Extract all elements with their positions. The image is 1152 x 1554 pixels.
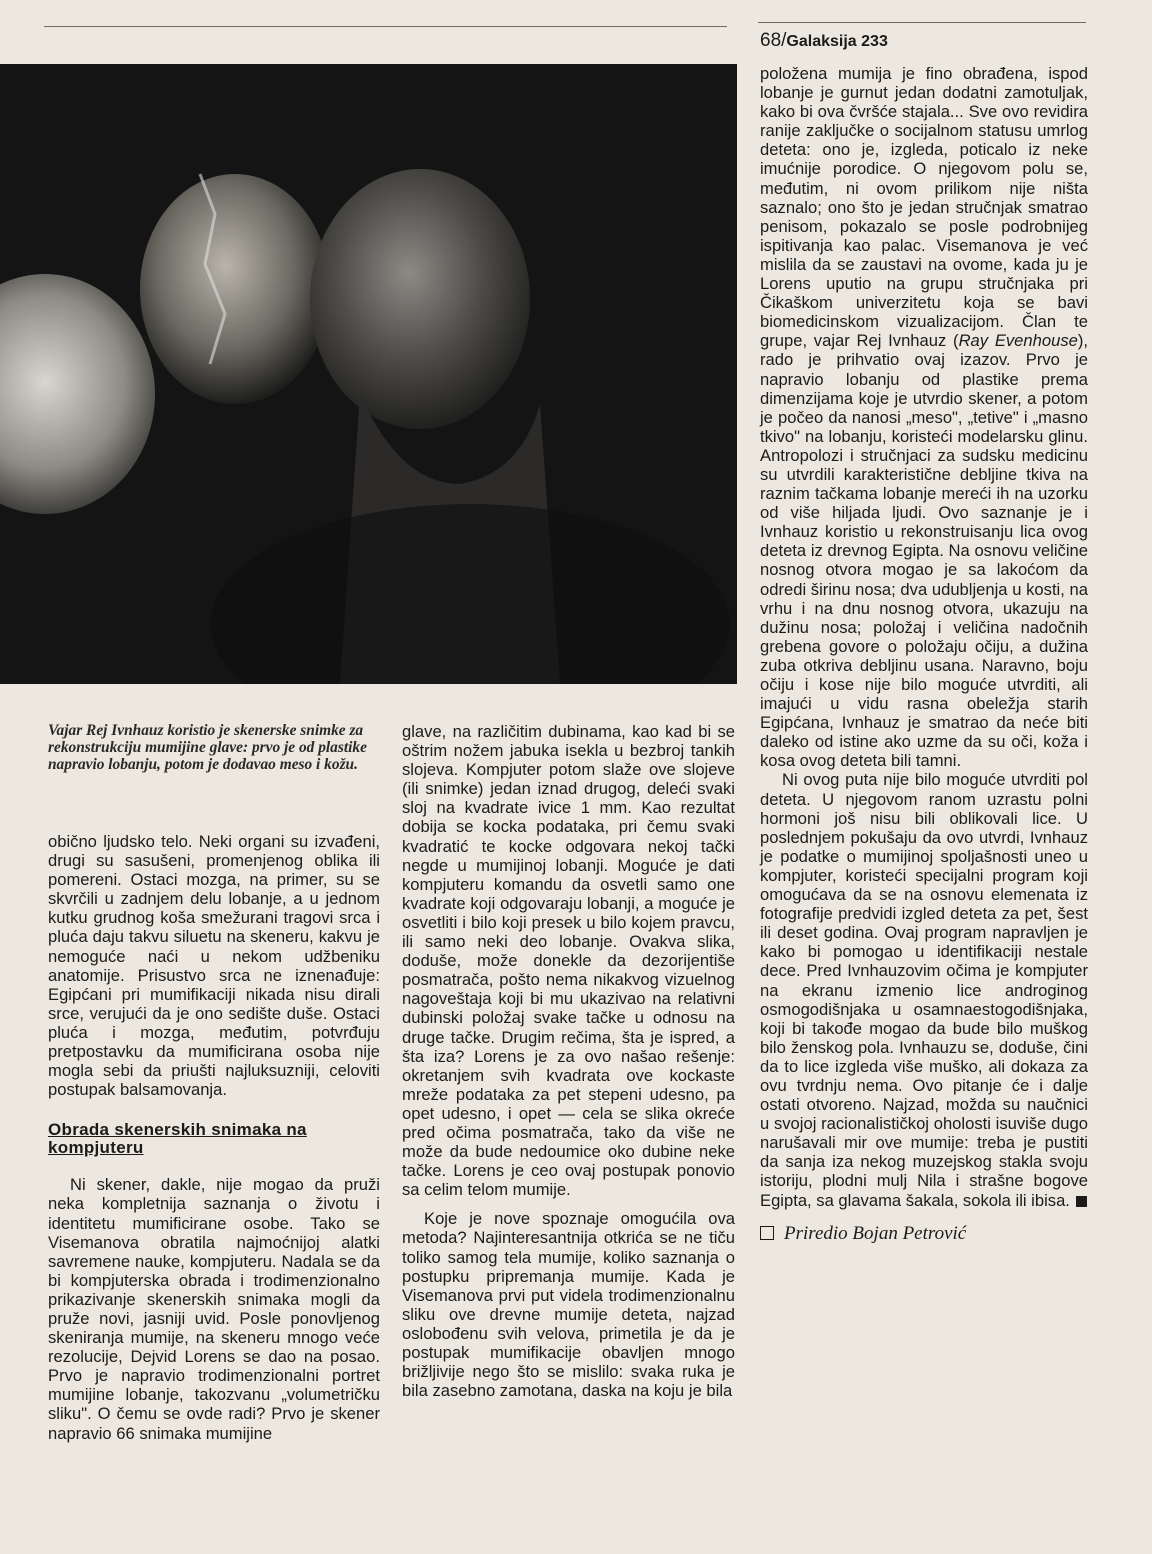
col2-paragraph-2: Koje je nove spoznaje omogućila ova metoda? Najinteresantnija otkrića se ne tiču toliko samog tela mumije, koliko saznanja o postupku pripremanja mumije. Kada je Visemanova prvi put videla trodimenzionalnu sliku ove drevne mumije deteta, najzad oslobođenu svih velova, primetila je da je postupak mumifikacije obavljen mnogo brižljivije nego što se mislilo: svaka ruka je bila zasebno zamotana, daska na koju je bila (402, 1209, 735, 1401)
checkbox-square-icon (760, 1226, 774, 1240)
col1-paragraph-2: Ni skener, dakle, nije mogao da pruži neka kompletnija saznanja o životu i identitetu mumificirane osobe. Tako se Visemanova obratila najmoćnijoj alatki savremene nauke, kompjuteru. Nadala se da bi kompjuterska obrada i trodimenzionalno prikazivanje skenerskih snimaka mogli da pruže novi, jasniji uvid. Posle ponovljenog skeniranja mumije, na skeneru mnogo veće rezolucije, Dejvid Lorens se dao na posao. Prvo je napravio trodimenzionalni portret mumijine lobanje, takozvanu „volumetričku sliku". O čemu se ovde radi? Prvo je skener napravio 66 snimaka mumijine (48, 1175, 380, 1443)
col3-text-c: Ni ovog puta nije bilo moguće utvrditi pol deteta. U njegovom ranom uzrastu polni hormoni još nisu bili oblikovali lice. U poslednjem pokušaju da ovo utvrdi, Ivnhauz je podatke o mumijinoj spoljašnosti uneo u kompjuter, koristeći specijalni program koji omogućava da se na osnovu elemenata iz fotografije predvidi izgled deteta za pet, šest ili deset godina. Ovaj program napravljen je kako bi pomogao u identifikaciji nestale dece. Pred Ivnhauzovim očima je kompjuter na ekranu izmenio lice androginog osmogodišnjaka u osamnaestogodišnjaka, koji bi takođe mogao da bude bilo muškog bilo ženskog pola. Ivnhauzu se, doduše, čini da to lice izgleda više muško, ali dokaza za ovu tvrdnju nema. Ovo pitanje će i dalje ostati otvoreno. Najzad, možda su naučnici u svojoj racionalističkoj oholosti isuviše dugo narušavali mir ove mumije: treba je pustiti da sanja iza nekog muzejskog stakla svoju istoriju, plodni mulj Nila i strašne bogove Egipta, sa glavama šakala, sokola ili ibisa. (760, 770, 1088, 1210)
top-rule-right (758, 22, 1086, 23)
top-rule-left (44, 26, 727, 27)
mummy-reconstruction-photo (0, 64, 737, 684)
section-subheading: Obrada skenerskih snimaka na kompjuteru (48, 1120, 307, 1158)
col3-italic-name: Ray Evenhouse (958, 331, 1078, 351)
col1-paragraph-1: obično ljudsko telo. Neki organi su izvađeni, drugi su sasušeni, promenjenog oblika ili pomereni. Ostaci mozga, na primer, su se skvrčili u zadnjem delu lobanje, a u jednom kutku grudnog koša smežurani tragovi srca i pluća daju takvu siluetu na skeneru, kakvu je nemoguće naći u nekom udžbeniku anatomije. Prisustvo srca ne iznenađuje: Egipćani pri mumifikaciji nikada nisu dirali srce, verujući da je ono sedište duše. Ostaci pluća i mozga, međutim, potvrđuju pretpostavku da mumificirana osoba nije mogla sebi da priušti najluksuzniji, celoviti postupak balsamovanja. (48, 832, 380, 1100)
author-signature (760, 1224, 1088, 1243)
end-mark-icon (1076, 1196, 1087, 1207)
column-3 (760, 64, 1088, 1243)
magazine-name: Galaksija 233 (786, 33, 888, 50)
col3-paragraph-1 (760, 64, 1088, 770)
col2-paragraph-1: glave, na različitim dubinama, kao kad bi se oštrim nožem jabuka isekla u bezbroj tankih slojeva. Kompjuter potom slaže ove slojeve (ili snimke) jedan iznad drugog, deleći svaki sloj na kvadrate ivice 1 mm. Kao rezultat dobija se kocka podataka, pri čemu svaki kvadratić te kocke odgovara nekoj tački negde u mumijinoj lobanji. Moguće je dati kompjuteru komandu da osvetli samo one kvadrate koji odgovaraju lobanji, a moguće je osvetliti i bilo koji presek u bilo kojem pravcu, ili samo neki deo lobanje. Ovakva slika, doduše, može donekle da dezorijentiše posmatrača, pošto nema nikakvog vizuelnog nagoveštaja koji bi mu ukazivao na relativni dubinski položaj svake tačke u odnosu na druge tačke. Drugim rečima, šta je ispred, a šta iza? Lorens je za ovo našao rešenje: okretanjem svih kvadrata ove kockaste mreže podataka za pet stepeni udesno, pa opet udesno, i opet — cela se slika okreće pred očima posmatrača, tako da više ne može da bude nedoumice oko dubine neke tačke. Lorens je ceo ovaj postupak ponovio sa celim telom mumije. (402, 722, 735, 1200)
page-header (760, 30, 1090, 52)
photo-illustration (0, 64, 737, 684)
author-name: Priredio Bojan Petrović (784, 1222, 967, 1244)
page-number: 68/ (760, 30, 787, 51)
photo-caption: Vajar Rej Ivnhauz koristio je skenerske snimke za rekonstrukciju mumijine glave: prvo je od plastike napravio lobanju, potom je dodavao meso i kožu. (48, 722, 367, 773)
col3-text-b: ), rado je prihvatio ovaj izazov. Prvo je napravio lobanju od plastike prema dimenzijama koje je utvrdio skener, a potom je počeo da nanosi „meso", „tetive" i „masno tkivo" na lobanju, koristeći modelarsku glinu. Antropolozi i stručnjaci za sudsku medicinu su utvrdili karakteristične debljine tkiva na raznim tačkama lobanje mereći ih na uzorku od više hiljada ljudi. Ovo saznanje je i Ivnhauz koristio u rekonstruisanju lica ovog deteta iz drevnog Egipta. Na osnovu veličine nosnog otvora mogao je sa lakoćom da odredi širinu nosa; dva udubljenja u kosti, na vrhu i na dnu nosnog otvora, ukazuju na dužinu nosa; položaj i veličina nadočnih grebena govore o položaju očiju, a dužina zuba otkriva debljinu usana. Naravno, boju očiju i kose nije bilo moguće utvrditi, ali imajući u vidu rasna obeležja starih Egipćana, Ivnhauz je smatrao da neće biti daleko od istine ako uzme da su oči, koža i kosa ovog deteta bili tamni. (760, 331, 1088, 771)
column-2 (402, 722, 735, 1400)
col3-paragraph-2 (760, 770, 1088, 1209)
column-1 (48, 832, 380, 1443)
col3-text-a: položena mumija je fino obrađena, ispod lobanje je gurnut jedan dodatni zamotuljak, kako bi ova čvršće stajala... Sve ovo revidira ranije zaključke o socijalnom statusu umrlog deteta: ono je, izgleda, poticalo iz neke imućnije porodice. O njegovom polu se, međutim, ni ovom prilikom nije ništa saznalo; ono što je jedan stručnjak smatrao penisom, pokazalo se posle podrobnijeg ispitivanja kao palac. Visemanova je već mislila da se zaustavi na ovome, kada ju je Lorens uputio na grupu stručnjaka pri Čikaškom univerzitetu koja se bavi biomedicinskom vizualizacijom. Član te grupe, vajar Rej Ivnhauz ( (760, 64, 1088, 351)
